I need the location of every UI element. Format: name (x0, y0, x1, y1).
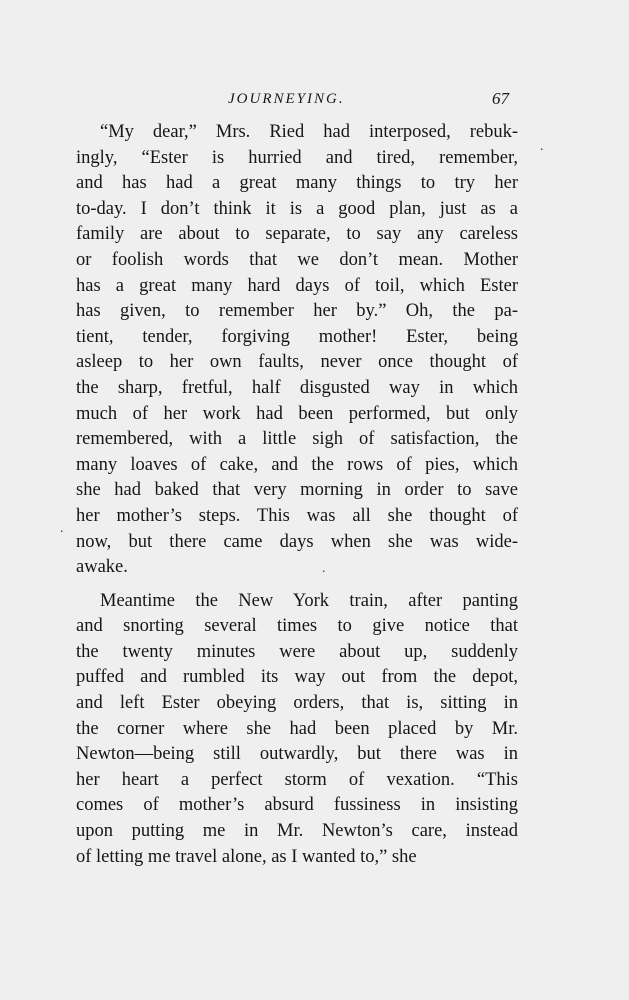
text-line: and left Ester obeying orders, that is, sitting in (76, 693, 518, 714)
paragraph-2 (76, 589, 518, 871)
page-number: 67 (492, 89, 509, 108)
text-line: the sharp, fretful, half disgusted way in which (76, 377, 518, 398)
paragraph-1 (76, 120, 518, 581)
text-line: much of her work had been performed, but only (76, 403, 518, 424)
text-line: to-day. I don’t think it is a good plan, just as a (76, 198, 518, 219)
text-line: ingly, “Ester is hurried and tired, remember, (76, 147, 518, 168)
text-line: her heart a perfect storm of vexation. “This (76, 769, 518, 790)
text-line: and snorting several times to give notice that (76, 616, 518, 637)
text-line: has given, to remember her by.” Oh, the pa- (76, 301, 518, 322)
body-text (76, 120, 518, 870)
text-line: the twenty minutes were about up, suddenly (76, 641, 518, 662)
text-line: Meantime the New York train, after panting (100, 590, 518, 611)
text-line: many loaves of cake, and the rows of pies, which (76, 454, 518, 475)
text-line: now, but there came days when she was wide- (76, 531, 518, 552)
print-speck: . (60, 521, 64, 536)
running-title: JOURNEYING. (228, 91, 345, 107)
text-line: awake. (76, 557, 128, 578)
text-line: upon putting me in Mr. Newton’s care, instead (76, 821, 518, 842)
text-line: she had baked that very morning in order to save (76, 480, 518, 501)
text-line: asleep to her own faults, never once thought of (76, 352, 518, 373)
text-line: puffed and rumbled its way out from the depot, (76, 667, 518, 688)
text-line: remembered, with a little sigh of satisfaction, the (76, 429, 518, 450)
text-line: the corner where she had been placed by Mr. (76, 718, 518, 739)
running-head (0, 86, 629, 112)
text-line: “My dear,” Mrs. Ried had interposed, rebuk- (100, 122, 518, 142)
text-line: Newton—being still outwardly, but there was in (76, 744, 518, 765)
text-line: has a great many hard days of toil, which Ester (76, 275, 518, 296)
paragraph-gap (76, 581, 518, 589)
print-speck: . (322, 561, 326, 576)
text-line: of letting me travel alone, as I wanted to,” she (76, 846, 417, 867)
text-line: and has had a great many things to try her (76, 173, 518, 194)
text-line: comes of mother’s absurd fussiness in insisting (76, 795, 518, 816)
text-line: her mother’s steps. This was all she thought of (76, 505, 518, 526)
text-line: family are about to separate, to say any careless (76, 224, 518, 245)
print-speck: . (540, 139, 544, 154)
text-line: or foolish words that we don’t mean. Mother (76, 249, 518, 270)
text-line: tient, tender, forgiving mother! Ester, being (76, 326, 518, 347)
